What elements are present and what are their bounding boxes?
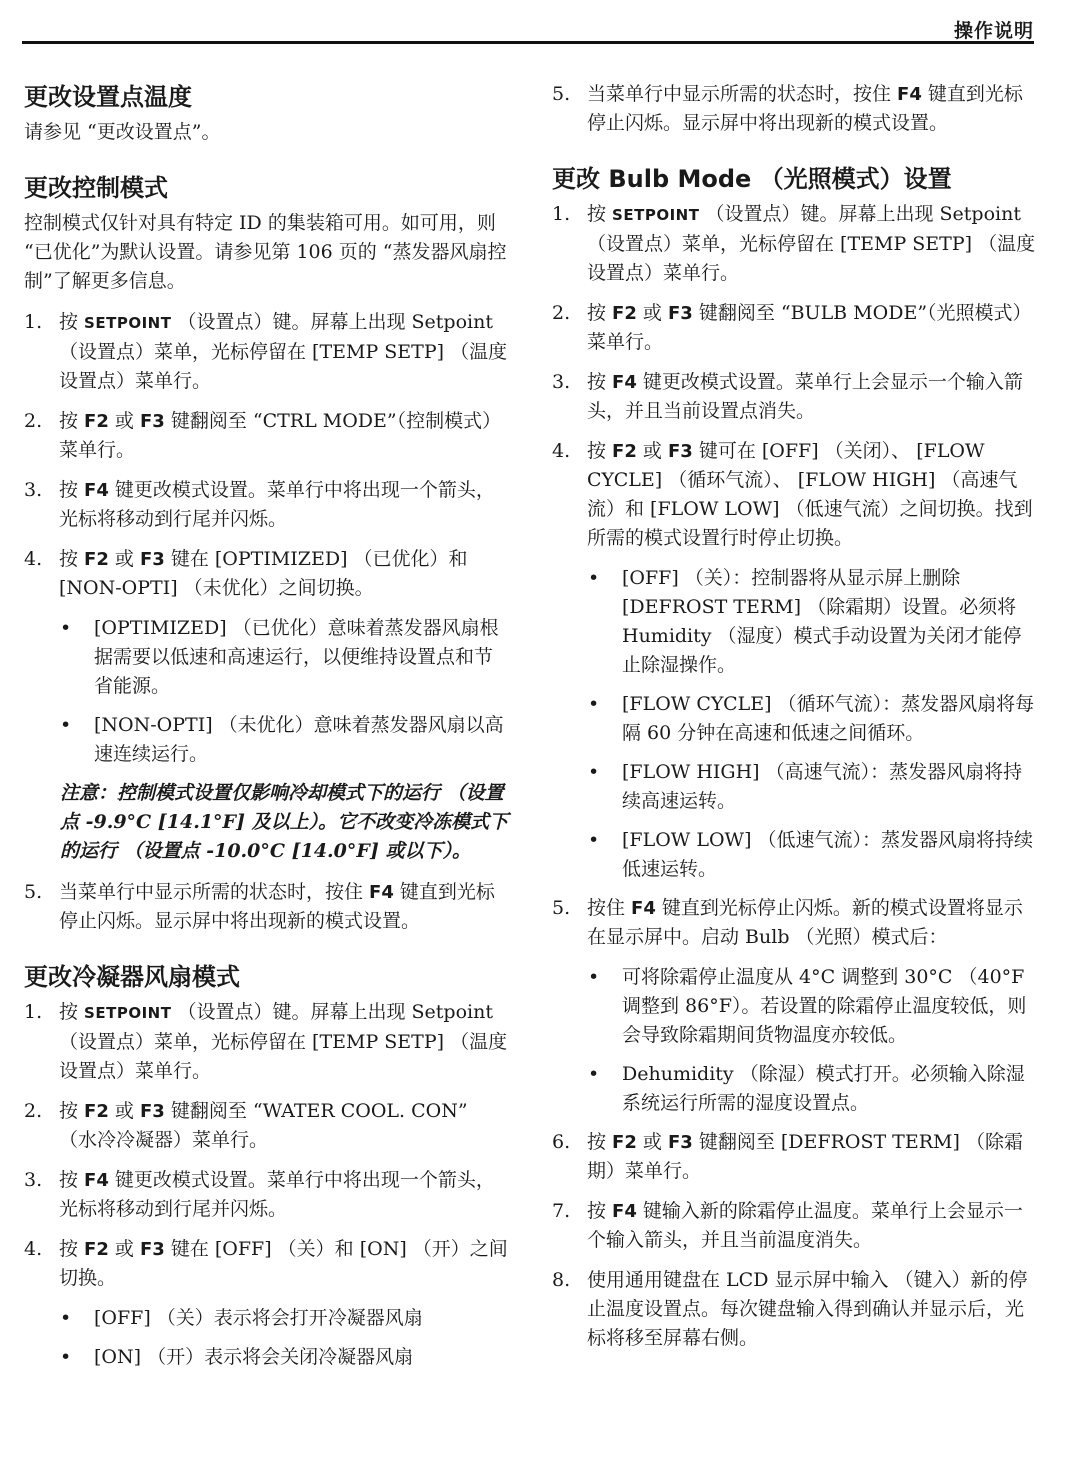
step-item <box>24 878 510 936</box>
section-title-change-setpoint-temp: 更改设置点温度 <box>24 83 192 111</box>
step-item <box>24 1097 510 1155</box>
bullet-dot: • <box>60 1307 72 1329</box>
bullet-dot: • <box>60 617 72 639</box>
key-label: F3 <box>667 441 693 462</box>
key-label: F3 <box>667 303 693 324</box>
key-label: F4 <box>612 372 637 393</box>
step-item <box>24 1166 510 1224</box>
step-body: 按 F2 或 F3 键在 [OFF] （关）和 [ON] （开）之间切换。 <box>59 1238 508 1289</box>
section-title-change-condenser-fan-mode: 更改冷凝器风扇模式 <box>24 963 240 991</box>
key-label: F2 <box>84 411 109 432</box>
bullet-item <box>588 1060 1036 1118</box>
step-item <box>552 1266 1036 1353</box>
step-number: 1. <box>24 1001 43 1023</box>
note-text: 注意：控制模式设置仅影响冷却模式下的运行 （设置点 -9.9°C [14.1°F] 及以上）。它不改变冷冻模式下的运行 （设置点 -10.0°C [14.0°F] 或以下）。 <box>60 782 509 862</box>
key-label: F2 <box>84 1239 109 1260</box>
bullet-item <box>60 1343 510 1372</box>
step-number: 2. <box>552 302 571 324</box>
step-body: 按 F2 或 F3 键在 [OPTIMIZED] （已优化）和 [NON-OPTI] （未优化）之间切换。 <box>59 548 468 599</box>
step-item <box>552 894 1036 952</box>
bullet-item <box>588 690 1036 748</box>
step-item <box>24 308 510 396</box>
step-number: 3. <box>24 479 43 501</box>
step-body: 当菜单行中显示所需的状态时，按住 F4 键直到光标停止闪烁。显示屏中将出现新的模式设置。 <box>59 881 495 932</box>
step-number: 1. <box>24 311 43 333</box>
key-label: F4 <box>612 1201 637 1222</box>
step-number: 2. <box>24 1100 43 1122</box>
bullet-dot: • <box>588 1063 600 1085</box>
left-column <box>24 72 510 1382</box>
step-item <box>552 299 1036 357</box>
key-label: F3 <box>139 549 165 570</box>
bullet-text: [FLOW HIGH] （高速气流）：蒸发器风扇将持续高速运转。 <box>622 761 1023 812</box>
step-body: 按 F4 键更改模式设置。菜单行中将出现一个箭头，光标将移动到行尾并闪烁。 <box>59 1169 495 1220</box>
step-number: 7. <box>552 1200 571 1222</box>
bullet-text: [FLOW LOW] （低速气流）：蒸发器风扇将持续低速运转。 <box>622 829 1034 880</box>
step-body: 按 F2 或 F3 键翻阅至 “CTRL MODE”（控制模式）菜单行。 <box>59 410 502 461</box>
bullet-dot: • <box>588 829 600 851</box>
bullet-text: [FLOW CYCLE] （循环气流）：蒸发器风扇将每隔 60 分钟在高速和低速之间循环。 <box>622 693 1035 744</box>
step-body: 按 F4 键输入新的除霜停止温度。菜单行上会显示一个输入箭头，并且当前温度消失。 <box>587 1200 1023 1251</box>
bullet-item <box>60 1304 510 1333</box>
step-number: 4. <box>24 1238 43 1260</box>
step-body: 按 SETPOINT （设置点）键。屏幕上出现 Setpoint （设置点）菜单，光标停留在 [TEMP SETP] （温度设置点）菜单行。 <box>59 311 508 392</box>
key-label: F4 <box>84 1170 109 1191</box>
key-label: F2 <box>84 549 109 570</box>
bullet-item <box>588 564 1036 680</box>
step-body: 按 F2 或 F3 键可在 [OFF] （关闭）、 [FLOW CYCLE] （循环气流）、 [FLOW HIGH] （高速气流）和 [FLOW LOW] （低速气流）之间切换。找到所需的模式设置行时停止切换。 <box>587 440 1033 549</box>
key-label: F3 <box>139 411 165 432</box>
section-title-change-bulb-mode: 更改 Bulb Mode （光照模式）设置 <box>552 165 952 193</box>
step-item <box>24 998 510 1086</box>
bullet-item <box>60 711 510 769</box>
key-label: F3 <box>667 1132 693 1153</box>
bullet-item <box>60 614 510 701</box>
step-number: 5. <box>24 881 43 903</box>
bullet-dot: • <box>588 567 600 589</box>
bullet-dot: • <box>588 693 600 715</box>
step-item <box>24 407 510 465</box>
step-body: 按 SETPOINT （设置点）键。屏幕上出现 Setpoint （设置点）菜单，光标停留在 [TEMP SETP] （温度设置点）菜单行。 <box>587 203 1036 284</box>
key-label: F2 <box>612 1132 637 1153</box>
key-label: F4 <box>369 882 394 903</box>
bullet-dot: • <box>588 966 600 988</box>
step-item <box>552 368 1036 426</box>
key-label: SETPOINT <box>84 1004 172 1022</box>
bullet-item <box>588 963 1036 1050</box>
step-item <box>552 1128 1036 1186</box>
key-label: F4 <box>631 898 656 919</box>
step-number: 3. <box>24 1169 43 1191</box>
section-text: 请参见 “更改设置点”。 <box>24 121 221 143</box>
step-item <box>552 200 1036 288</box>
key-label: F2 <box>612 441 637 462</box>
key-label: F2 <box>612 303 637 324</box>
key-label: SETPOINT <box>84 314 172 332</box>
bullet-text: [OPTIMIZED] （已优化）意味着蒸发器风扇根据需要以低速和高速运行，以便维持设置点和节省能源。 <box>94 617 499 697</box>
step-item <box>552 437 1036 553</box>
step-number: 4. <box>552 440 571 462</box>
bullet-text: [OFF] （关）：控制器将从显示屏上删除 [DEFROST TERM] （除霜期）设置。必须将 Humidity （湿度）模式手动设置为关闭才能停止除湿操作。 <box>622 567 1022 676</box>
section-title-change-control-mode: 更改控制模式 <box>24 174 168 202</box>
key-label: F3 <box>139 1239 165 1260</box>
step-item <box>552 80 1036 138</box>
step-body: 按住 F4 键直到光标停止闪烁。新的模式设置将显示在显示屏中。启动 Bulb （光照）模式后： <box>587 897 1023 948</box>
step-number: 1. <box>552 203 571 225</box>
step-body: 按 SETPOINT （设置点）键。屏幕上出现 Setpoint （设置点）菜单，光标停留在 [TEMP SETP] （温度设置点）菜单行。 <box>59 1001 508 1082</box>
bullet-item <box>588 826 1036 884</box>
page-header-title: 操作说明 <box>953 20 1034 42</box>
bullet-text: [ON] （开）表示将会关闭冷凝器风扇 <box>94 1346 414 1368</box>
step-body: 按 F4 键更改模式设置。菜单行上会显示一个输入箭头，并且当前设置点消失。 <box>587 371 1023 422</box>
bullet-item <box>588 758 1036 816</box>
step-number: 8. <box>552 1269 571 1291</box>
key-label: F4 <box>897 84 922 105</box>
key-label: F4 <box>84 480 109 501</box>
step-body: 按 F4 键更改模式设置。菜单行中将出现一个箭头，光标将移动到行尾并闪烁。 <box>59 479 495 530</box>
header-rule <box>22 41 1034 44</box>
step-body: 按 F2 或 F3 键翻阅至 “BULB MODE”（光照模式）菜单行。 <box>587 302 1032 353</box>
step-number: 3. <box>552 371 571 393</box>
step-item <box>24 1235 510 1293</box>
bullet-dot: • <box>60 1346 72 1368</box>
bullet-text: Dehumidity （除湿）模式打开。必须输入除湿系统运行所需的湿度设置点。 <box>622 1063 1025 1114</box>
step-item <box>552 1197 1036 1255</box>
step-number: 5. <box>552 83 571 105</box>
bullet-dot: • <box>60 714 72 736</box>
bullet-text: 可将除霜停止温度从 4°C 调整到 30°C （40°F 调整到 86°F）。若设置的除霜停止温度较低，则会导致除霜期间货物温度亦较低。 <box>622 966 1027 1046</box>
step-body: 按 F2 或 F3 键翻阅至 “WATER COOL. CON” （水冷冷凝器）菜单行。 <box>59 1100 468 1151</box>
step-item <box>24 545 510 603</box>
step-number: 4. <box>24 548 43 570</box>
step-number: 5. <box>552 897 571 919</box>
step-number: 6. <box>552 1131 571 1153</box>
step-body: 使用通用键盘在 LCD 显示屏中输入 （键入）新的停止温度设置点。每次键盘输入得到确认并显示后，光标将移至屏幕右侧。 <box>587 1269 1028 1349</box>
step-body: 按 F2 或 F3 键翻阅至 [DEFROST TERM] （除霜期）菜单行。 <box>587 1131 1023 1182</box>
key-label: F3 <box>139 1101 165 1122</box>
key-label: F2 <box>84 1101 109 1122</box>
step-body: 当菜单行中显示所需的状态时，按住 F4 键直到光标停止闪烁。显示屏中将出现新的模式设置。 <box>587 83 1023 134</box>
right-column <box>552 80 1036 1364</box>
key-label: SETPOINT <box>612 206 700 224</box>
step-item <box>24 476 510 534</box>
section-intro: 控制模式仅针对具有特定 ID 的集装箱可用。如可用，则 “已优化”为默认设置。请参见第 106 页的 “蒸发器风扇控制”了解更多信息。 <box>24 212 507 292</box>
step-number: 2. <box>24 410 43 432</box>
bullet-text: [OFF] （关）表示将会打开冷凝器风扇 <box>94 1307 423 1329</box>
bullet-dot: • <box>588 761 600 783</box>
bullet-text: [NON-OPTI] （未优化）意味着蒸发器风扇以高速连续运行。 <box>94 714 504 765</box>
